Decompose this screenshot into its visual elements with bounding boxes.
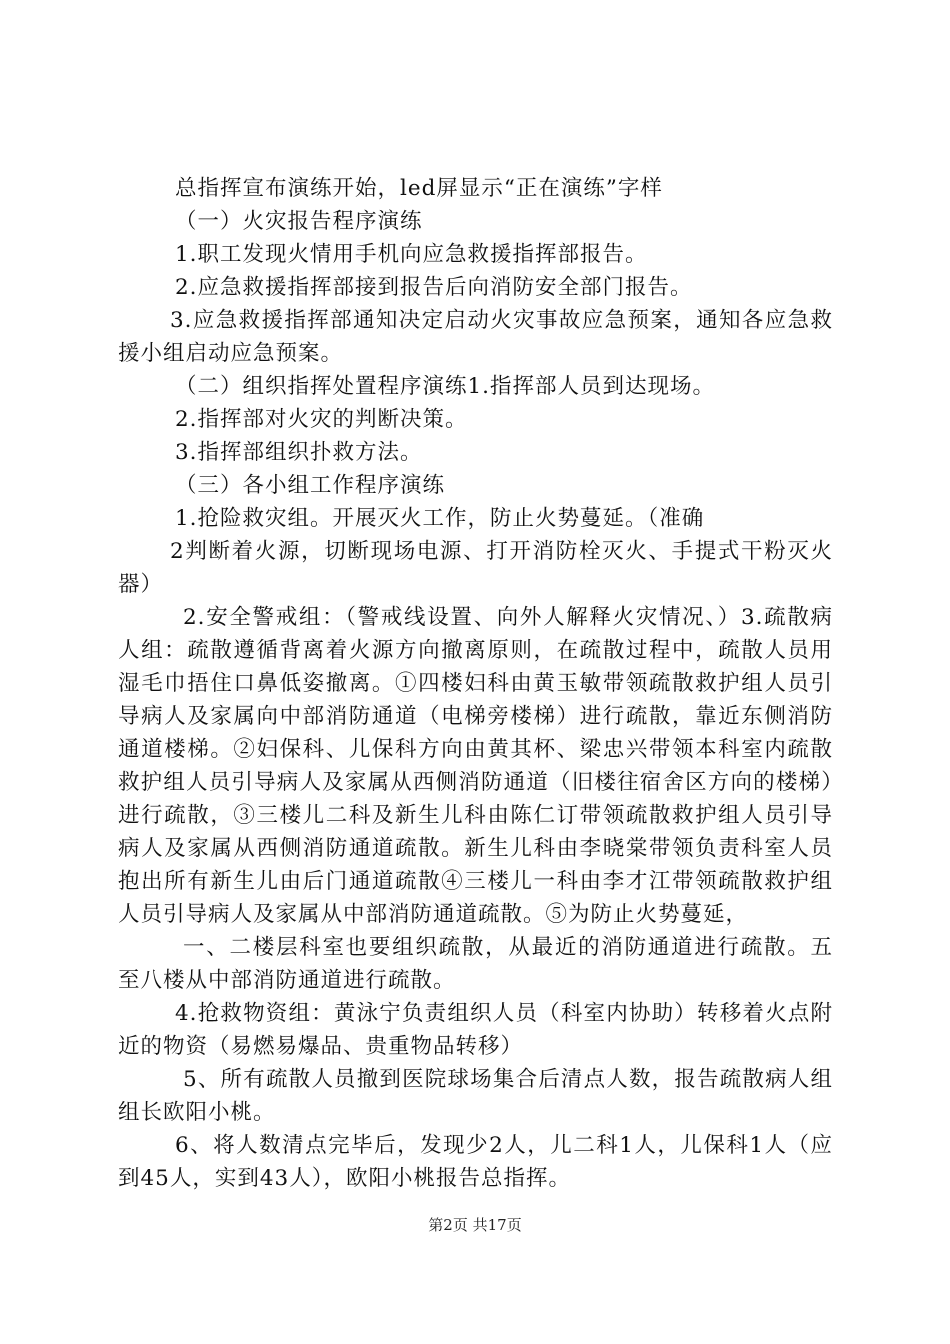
section-heading: （三）各小组工作程序演练 (175, 473, 446, 498)
paragraph: 1.职工发现火情用手机向应急救援指挥部报告。 (175, 242, 648, 267)
page-footer: 第2页 共17页 (428, 1216, 522, 1234)
paragraph: 5、所有疏散人员撤到医院球场集合后清点人数，报告疏散病人组组长欧阳小桃。 (118, 1067, 833, 1125)
paragraph: 2判断着火源，切断现场电源、打开消防栓灭火、手提式干粉灭火器） (118, 539, 833, 597)
paragraph: 总指挥宣布演练开始，led屏显示“正在演练”字样 (175, 176, 663, 201)
paragraph: 一、二楼层科室也要组织疏散，从最近的消防通道进行疏散。五至八楼从中部消防通道进行疏散。 (118, 935, 833, 993)
paragraph: 1.抢险救灾组。开展灭火工作，防止火势蔓延。（准确 (175, 506, 705, 531)
paragraph: 2.安全警戒组：（警戒线设置、向外人解释火灾情况、）3.疏散病人组：疏散遵循背离着火源方向撤离原则，在疏散过程中，疏散人员用湿毛巾捂住口鼻低姿撤离。①四楼妇科由黄玉敏带领疏散救护组人员引导病人及家属向中部消防通道（电梯旁楼梯）进行疏散，靠近东侧消防通道楼梯。②妇保科、儿保科方向由黄其杯、梁忠兴带领本科室内疏散救护组人员引导病人及家属从西侧消防通道（旧楼往宿舍区方向的楼梯）进行疏散，③三楼儿二科及新生儿科由陈仁订带领疏散救护组人员引导病人及家属从西侧消防通道疏散。新生儿科由李晓棠带领负责科室人员抱出所有新生儿由后门通道疏散④三楼儿一科由李才江带领疏散救护组人员引导病人及家属从中部消防通道疏散。⑤为防止火势蔓延， (118, 605, 833, 927)
section-heading: （二）组织指挥处置程序演练1.指挥部人员到达现场。 (175, 374, 716, 399)
paragraph: 3.应急救援指挥部通知决定启动火灾事故应急预案，通知各应急救援小组启动应急预案。 (118, 308, 833, 366)
paragraph: 3.指挥部组织扑救方法。 (175, 440, 423, 465)
section-heading: （一）火灾报告程序演练 (175, 209, 423, 234)
paragraph: 4.抢救物资组：黄泳宁负责组织人员（科室内协助）转移着火点附近的物资（易燃易爆品、贵重物品转移） (118, 1001, 833, 1059)
paragraph: 6、将人数清点完毕后，发现少2人，儿二科1人，儿保科1人（应到45人，实到43人），欧阳小桃报告总指挥。 (118, 1133, 833, 1191)
paragraph: 2.应急救援指挥部接到报告后向消防安全部门报告。 (175, 275, 693, 300)
document-body (118, 172, 833, 1195)
paragraph: 2.指挥部对火灾的判断决策。 (175, 407, 468, 432)
